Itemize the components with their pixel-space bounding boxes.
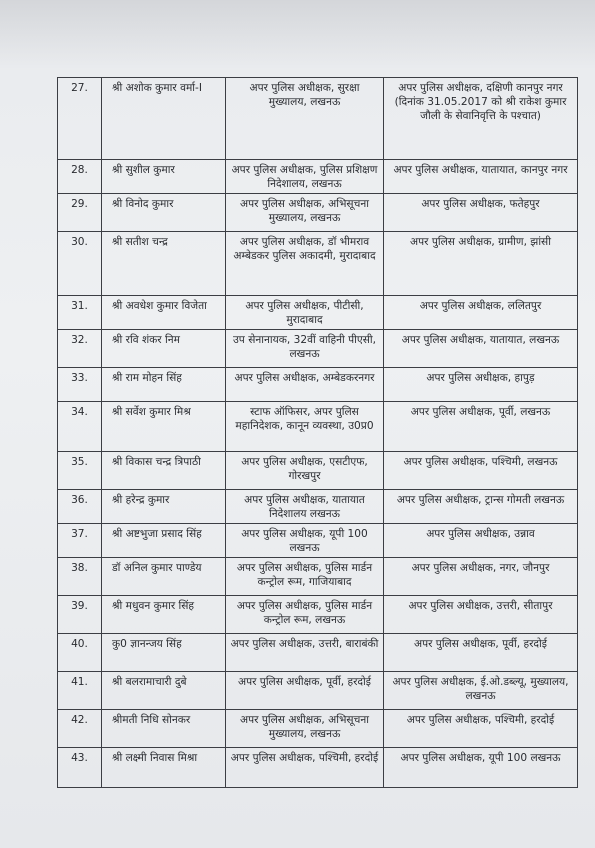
table-row [58, 78, 578, 160]
table-row [58, 232, 578, 296]
row-number: 27. [58, 78, 102, 160]
table-row [58, 160, 578, 194]
current-posting: अपर पुलिस अधीक्षक, अम्बेडकरनगर [226, 368, 384, 402]
new-posting: अपर पुलिस अधीक्षक, फतेहपुर [384, 194, 578, 232]
table-row [58, 296, 578, 330]
current-posting: अपर पुलिस अधीक्षक, अभिसूचना मुख्यालय, लखनऊ [226, 710, 384, 748]
officer-name: श्री रवि शंकर निम [102, 330, 226, 368]
new-posting: अपर पुलिस अधीक्षक, पश्चिमी, लखनऊ [384, 452, 578, 490]
new-posting: अपर पुलिस अधीक्षक, यातायात, लखनऊ [384, 330, 578, 368]
row-number: 30. [58, 232, 102, 296]
new-posting: अपर पुलिस अधीक्षक, पूर्वी, हरदोई [384, 634, 578, 672]
officer-name: श्री राम मोहन सिंह [102, 368, 226, 402]
new-posting: अपर पुलिस अधीक्षक, ग्रामीण, झांसी [384, 232, 578, 296]
officer-name: श्री सर्वेश कुमार मिश्र [102, 402, 226, 452]
new-posting: अपर पुलिस अधीक्षक, हापुड़ [384, 368, 578, 402]
table-row [58, 194, 578, 232]
officer-name: श्री विनोद कुमार [102, 194, 226, 232]
officer-name: श्री मधुवन कुमार सिंह [102, 596, 226, 634]
table-row [58, 710, 578, 748]
current-posting: अपर पुलिस अधीक्षक, अभिसूचना मुख्यालय, लखनऊ [226, 194, 384, 232]
current-posting: अपर पुलिस अधीक्षक, डॉ भीमराव अम्बेडकर पुलिस अकादमी, मुरादाबाद [226, 232, 384, 296]
new-posting: अपर पुलिस अधीक्षक, यातायात, कानपुर नगर [384, 160, 578, 194]
current-posting: अपर पुलिस अधीक्षक, पीटीसी, मुरादाबाद [226, 296, 384, 330]
current-posting: अपर पुलिस अधीक्षक, सुरक्षा मुख्यालय, लखनऊ [226, 78, 384, 160]
new-posting: अपर पुलिस अधीक्षक, ललितपुर [384, 296, 578, 330]
row-number: 35. [58, 452, 102, 490]
current-posting: अपर पुलिस अधीक्षक, पश्चिमी, हरदोई [226, 748, 384, 788]
table-row [58, 452, 578, 490]
current-posting: अपर पुलिस अधीक्षक, यातायात निदेशालय लखनऊ [226, 490, 384, 524]
new-posting: अपर पुलिस अधीक्षक, ई.ओ.डब्ल्यू, मुख्यालय, लखनऊ [384, 672, 578, 710]
table-body [58, 78, 578, 788]
transfer-table [57, 77, 578, 788]
row-number: 37. [58, 524, 102, 558]
new-posting: अपर पुलिस अधीक्षक, ट्रान्स गोमती लखनऊ [384, 490, 578, 524]
table-row [58, 558, 578, 596]
table-row [58, 524, 578, 558]
table-row [58, 402, 578, 452]
officer-name: श्री बलरामाचारी दुबे [102, 672, 226, 710]
row-number: 32. [58, 330, 102, 368]
current-posting: अपर पुलिस अधीक्षक, यूपी 100 लखनऊ [226, 524, 384, 558]
current-posting: अपर पुलिस अधीक्षक, पुलिस प्रशिक्षण निदेशालय, लखनऊ [226, 160, 384, 194]
officer-name: डॉ अनिल कुमार पाण्डेय [102, 558, 226, 596]
officer-name: श्री अशोक कुमार वर्मा-I [102, 78, 226, 160]
current-posting: अपर पुलिस अधीक्षक, पुलिस मार्डन कन्ट्रोल रूम, लखनऊ [226, 596, 384, 634]
new-posting: अपर पुलिस अधीक्षक, दक्षिणी कानपुर नगर (दिनांक 31.05.2017 को श्री राकेश कुमार जौली के सेवानिवृत्ति के पश्चात) [384, 78, 578, 160]
current-posting: स्टाफ ऑफिसर, अपर पुलिस महानिदेशक, कानून व्यवस्था, उ0प्र0 [226, 402, 384, 452]
new-posting: अपर पुलिस अधीक्षक, उत्तरी, सीतापुर [384, 596, 578, 634]
officer-name: श्री हरेन्द्र कुमार [102, 490, 226, 524]
officer-name: श्री अष्टभुजा प्रसाद सिंह [102, 524, 226, 558]
new-posting: अपर पुलिस अधीक्षक, नगर, जौनपुर [384, 558, 578, 596]
row-number: 39. [58, 596, 102, 634]
row-number: 43. [58, 748, 102, 788]
current-posting: अपर पुलिस अधीक्षक, एसटीएफ, गोरखपुर [226, 452, 384, 490]
new-posting: अपर पुलिस अधीक्षक, उन्नाव [384, 524, 578, 558]
table-row [58, 672, 578, 710]
row-number: 42. [58, 710, 102, 748]
table-row [58, 596, 578, 634]
table-row [58, 368, 578, 402]
new-posting: अपर पुलिस अधीक्षक, यूपी 100 लखनऊ [384, 748, 578, 788]
officer-name: श्रीमती निधि सोनकर [102, 710, 226, 748]
page-shadow [0, 0, 595, 70]
officer-name: श्री अवधेश कुमार विजेता [102, 296, 226, 330]
officer-name: कु0 ज्ञानन्जय सिंह [102, 634, 226, 672]
new-posting: अपर पुलिस अधीक्षक, पूर्वी, लखनऊ [384, 402, 578, 452]
current-posting: अपर पुलिस अधीक्षक, उत्तरी, बाराबंकी [226, 634, 384, 672]
officer-name: श्री सुशील कुमार [102, 160, 226, 194]
officer-name: श्री विकास चन्द्र त्रिपाठी [102, 452, 226, 490]
current-posting: अपर पुलिस अधीक्षक, पुलिस मार्डन कन्ट्रोल रूम, गाजियाबाद [226, 558, 384, 596]
new-posting: अपर पुलिस अधीक्षक, पश्चिमी, हरदोई [384, 710, 578, 748]
row-number: 29. [58, 194, 102, 232]
officer-name: श्री सतीश चन्द्र [102, 232, 226, 296]
officer-name: श्री लक्ष्मी निवास मिश्रा [102, 748, 226, 788]
row-number: 34. [58, 402, 102, 452]
table-row [58, 330, 578, 368]
row-number: 33. [58, 368, 102, 402]
row-number: 40. [58, 634, 102, 672]
current-posting: अपर पुलिस अधीक्षक, पूर्वी, हरदोई [226, 672, 384, 710]
table-row [58, 490, 578, 524]
current-posting: उप सेनानायक, 32वीं वाहिनी पीएसी, लखनऊ [226, 330, 384, 368]
row-number: 31. [58, 296, 102, 330]
row-number: 28. [58, 160, 102, 194]
row-number: 41. [58, 672, 102, 710]
table-row [58, 634, 578, 672]
row-number: 38. [58, 558, 102, 596]
table-row [58, 748, 578, 788]
row-number: 36. [58, 490, 102, 524]
